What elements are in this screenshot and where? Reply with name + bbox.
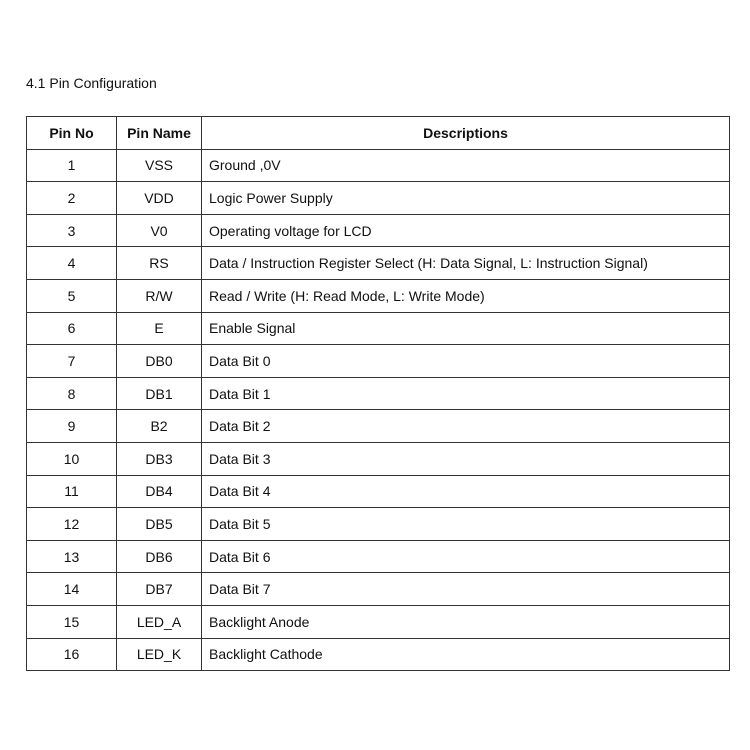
table-row <box>27 247 730 280</box>
table-row <box>27 410 730 443</box>
table-body <box>27 149 730 671</box>
pin-number-cell: 5 <box>27 279 117 312</box>
header-pin-no: Pin No <box>27 117 117 150</box>
header-descriptions: Descriptions <box>202 117 730 150</box>
pin-description-cell: Logic Power Supply <box>202 182 730 215</box>
table-row <box>27 442 730 475</box>
pin-name-cell: LED_A <box>117 605 202 638</box>
pin-description-cell: Data Bit 1 <box>202 377 730 410</box>
pin-description-cell: Data Bit 4 <box>202 475 730 508</box>
pin-name-cell: DB7 <box>117 573 202 606</box>
pin-name-cell: DB6 <box>117 540 202 573</box>
pin-description-cell: Data Bit 6 <box>202 540 730 573</box>
pin-number-cell: 14 <box>27 573 117 606</box>
pin-name-cell: DB5 <box>117 508 202 541</box>
pin-description-cell: Data Bit 7 <box>202 573 730 606</box>
pin-number-cell: 10 <box>27 442 117 475</box>
table-row <box>27 475 730 508</box>
pin-number-cell: 16 <box>27 638 117 671</box>
table-row <box>27 508 730 541</box>
pin-name-cell: B2 <box>117 410 202 443</box>
section-title: 4.1 Pin Configuration <box>26 75 157 91</box>
pin-description-cell: Enable Signal <box>202 312 730 345</box>
pin-description-cell: Data Bit 3 <box>202 442 730 475</box>
table-row <box>27 377 730 410</box>
pin-number-cell: 11 <box>27 475 117 508</box>
pin-name-cell: DB1 <box>117 377 202 410</box>
pin-description-cell: Data Bit 2 <box>202 410 730 443</box>
header-pin-name: Pin Name <box>117 117 202 150</box>
pin-description-cell: Read / Write (H: Read Mode, L: Write Mode) <box>202 279 730 312</box>
pin-name-cell: VSS <box>117 149 202 182</box>
table-row <box>27 638 730 671</box>
pin-description-cell: Ground ,0V <box>202 149 730 182</box>
pin-name-cell: LED_K <box>117 638 202 671</box>
table-header-row <box>27 117 730 150</box>
pin-description-cell: Operating voltage for LCD <box>202 214 730 247</box>
pin-number-cell: 8 <box>27 377 117 410</box>
pin-number-cell: 7 <box>27 345 117 378</box>
pin-number-cell: 12 <box>27 508 117 541</box>
table-row <box>27 182 730 215</box>
pin-number-cell: 9 <box>27 410 117 443</box>
pin-name-cell: VDD <box>117 182 202 215</box>
table-row <box>27 149 730 182</box>
pin-description-cell: Data Bit 0 <box>202 345 730 378</box>
pin-name-cell: DB0 <box>117 345 202 378</box>
pin-name-cell: DB3 <box>117 442 202 475</box>
pin-name-cell: R/W <box>117 279 202 312</box>
pin-number-cell: 2 <box>27 182 117 215</box>
pin-name-cell: RS <box>117 247 202 280</box>
pin-number-cell: 1 <box>27 149 117 182</box>
pin-name-cell: V0 <box>117 214 202 247</box>
pin-number-cell: 3 <box>27 214 117 247</box>
pin-number-cell: 4 <box>27 247 117 280</box>
pin-name-cell: E <box>117 312 202 345</box>
pin-number-cell: 13 <box>27 540 117 573</box>
pin-configuration-table <box>26 116 730 671</box>
pin-number-cell: 15 <box>27 605 117 638</box>
pin-name-cell: DB4 <box>117 475 202 508</box>
pin-description-cell: Data / Instruction Register Select (H: Data Signal, L: Instruction Signal) <box>202 247 730 280</box>
pin-number-cell: 6 <box>27 312 117 345</box>
pin-description-cell: Backlight Cathode <box>202 638 730 671</box>
pin-description-cell: Backlight Anode <box>202 605 730 638</box>
table-row <box>27 573 730 606</box>
table-row <box>27 605 730 638</box>
table-row <box>27 312 730 345</box>
table-row <box>27 214 730 247</box>
table-row <box>27 345 730 378</box>
table-row <box>27 279 730 312</box>
table-row <box>27 540 730 573</box>
pin-description-cell: Data Bit 5 <box>202 508 730 541</box>
